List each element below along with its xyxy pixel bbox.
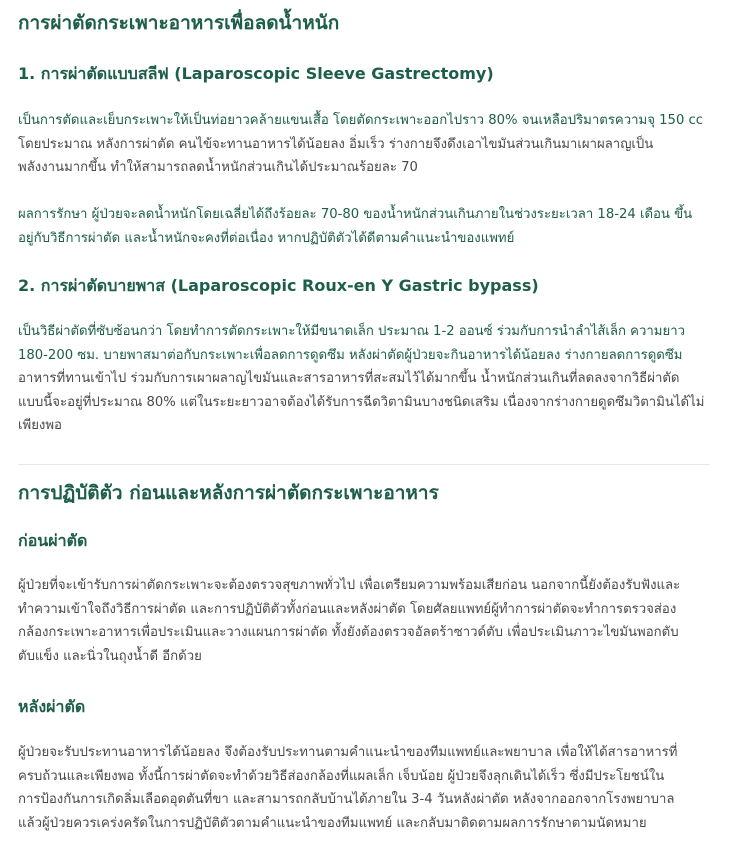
bypass-heading: 2. การผ่าตัดบายพาส (Laparoscopic Roux-en Y Gastric bypass) bbox=[18, 276, 539, 295]
text-line: เป็นการตัดและเย็บกระเพาะให้เป็นท่อยาวคล้ายแขนเสื้อ โดยตัดกระเพาะออกไปราว 80% จนเหลือปริมาตรความจุ 150 cc bbox=[18, 113, 704, 128]
sleeve-paragraph-1 bbox=[18, 109, 714, 180]
text-line: การป้องกันการเกิดลิ่มเลือดอุดตันที่ขา และสามารถกลับบ้านได้ภายใน 3-4 วันหลังผ่าตัด หลังจากออกจากโรงพยาบาล bbox=[18, 792, 675, 807]
sleeve-paragraph-2 bbox=[18, 203, 714, 250]
sleeve-heading: 1. การผ่าตัดแบบสลีฟ (Laparoscopic Sleeve Gastrectomy) bbox=[18, 64, 494, 83]
text-line: ผลการรักษา ผู้ป่วยจะลดน้ำหนักโดยเฉลี่ยได้ถึงร้อยละ 70-80 ของน้ำหนักส่วนเกินภายในช่วงระยะเวลา 18-24 เดือน ขึ้น bbox=[18, 207, 693, 222]
after-surgery-paragraph bbox=[18, 741, 714, 835]
text-line: ครบถ้วนและเพียงพอ ทั้งนี้การผ่าตัดจะทำด้วยวิธีส่องกล้องที่แผลเล็ก เจ็บน้อย ผู้ป่วยจึงลุกเดินได้เร็ว ซึ่งมีประโยชน์ใน bbox=[18, 768, 665, 784]
text-line: แบบนี้จะอยู่ที่ประมาณ 80% แต่ในระยะยาวอาจต้องได้รับการฉีดวิตามินบางชนิดเสริม เนื่องจากร่างกายดูดซึมวิตามินได้ไม่ bbox=[18, 394, 705, 410]
text-line: ตับแข็ง และนิ่วในถุงน้ำดี อีกด้วย bbox=[18, 648, 202, 664]
before-surgery-paragraph bbox=[18, 574, 714, 668]
text-line: โดยประมาณ หลังการผ่าตัด คนไข้จะทานอาหารได้น้อยลง อิ่มเร็ว ร่างกายจึงดึงเอาไขมันส่วนเกินมาเผาผลาญเป็น bbox=[18, 136, 654, 152]
care-title: การปฏิบัติตัว ก่อนและหลังการผ่าตัดกระเพาะอาหาร bbox=[18, 482, 439, 504]
before-surgery-heading: ก่อนผ่าตัด bbox=[18, 531, 88, 550]
text-line: เป็นวิธีผ่าตัดที่ซับซ้อนกว่า โดยทำการตัดกระเพาะให้มีขนาดเล็ก ประมาณ 1-2 ออนซ์ ร่วมกับการนำลำไส้เล็ก ความยาว bbox=[18, 324, 686, 339]
text-line: พลังงานมากขึ้น ทำให้สามารถลดน้ำหนักส่วนเกินได้ประมาณร้อยละ 70 bbox=[18, 160, 418, 175]
text-line: ผู้ป่วยจะรับประทานอาหารได้น้อยลง จึงต้องรับประทานตามคำแนะนำของทีมแพทย์และพยาบาล เพื่อให้ได้สารอาหารที่ bbox=[18, 745, 678, 760]
section-divider bbox=[18, 464, 710, 465]
bypass-paragraph bbox=[18, 320, 714, 438]
text-line: แล้วผู้ป่วยควรเคร่งครัดในการปฏิบัติตัวตามคำแนะนำของทีมแพทย์ และกลับมาติดตามผลการรักษาตามนัดหมาย bbox=[18, 815, 647, 831]
text-line: อาหารที่ทานเข้าไป ร่วมกับการเผาผลาญไขมันและสารอาหารที่สะสมไว้ได้มากขึ้น น้ำหนักส่วนเกินที่ลดลงจากวิธีผ่าตัด bbox=[18, 371, 680, 386]
text-line: กล้องกระเพาะอาหารเพื่อประเมินและวางแผนการผ่าตัด ทั้งยังต้องตรวจอัลตร้าซาวด์ตับ เพื่อประเมินภาวะไขมันพอกตับ bbox=[18, 625, 679, 640]
text-line: 180-200 ซม. บายพาสมาต่อกับกระเพาะเพื่อลดการดูดซึม หลังผ่าตัดผู้ป่วยจะกินอาหารได้น้อยลง ร่างกายลดการดูดซึม bbox=[18, 347, 683, 363]
text-line: อยู่กับวิธีการผ่าตัด และน้ำหนักจะคงที่ต่อเนื่อง หากปฏิบัติตัวได้ดีตามคำแนะนำของแพทย์ bbox=[18, 230, 515, 246]
text-line: เพียงพอ bbox=[18, 418, 62, 433]
page-title: การผ่าตัดกระเพาะอาหารเพื่อลดน้ำหนัก bbox=[18, 12, 340, 34]
text-line: ผู้ป่วยที่จะเข้ารับการผ่าตัดกระเพาะจะต้องตรวจสุขภาพทั่วไป เพื่อเตรียมความพร้อมเสียก่อน นอกจากนี้ยังต้องรับฟังและ bbox=[18, 578, 681, 593]
text-line: ทำความเข้าใจถึงวิธีการผ่าตัด และการปฏิบัติตัวทั้งก่อนและหลังผ่าตัด โดยศัลยแพทย์ผู้ทำการผ่าตัดจะทำการตรวจส่อง bbox=[18, 601, 677, 617]
after-surgery-heading: หลังผ่าตัด bbox=[18, 697, 86, 716]
